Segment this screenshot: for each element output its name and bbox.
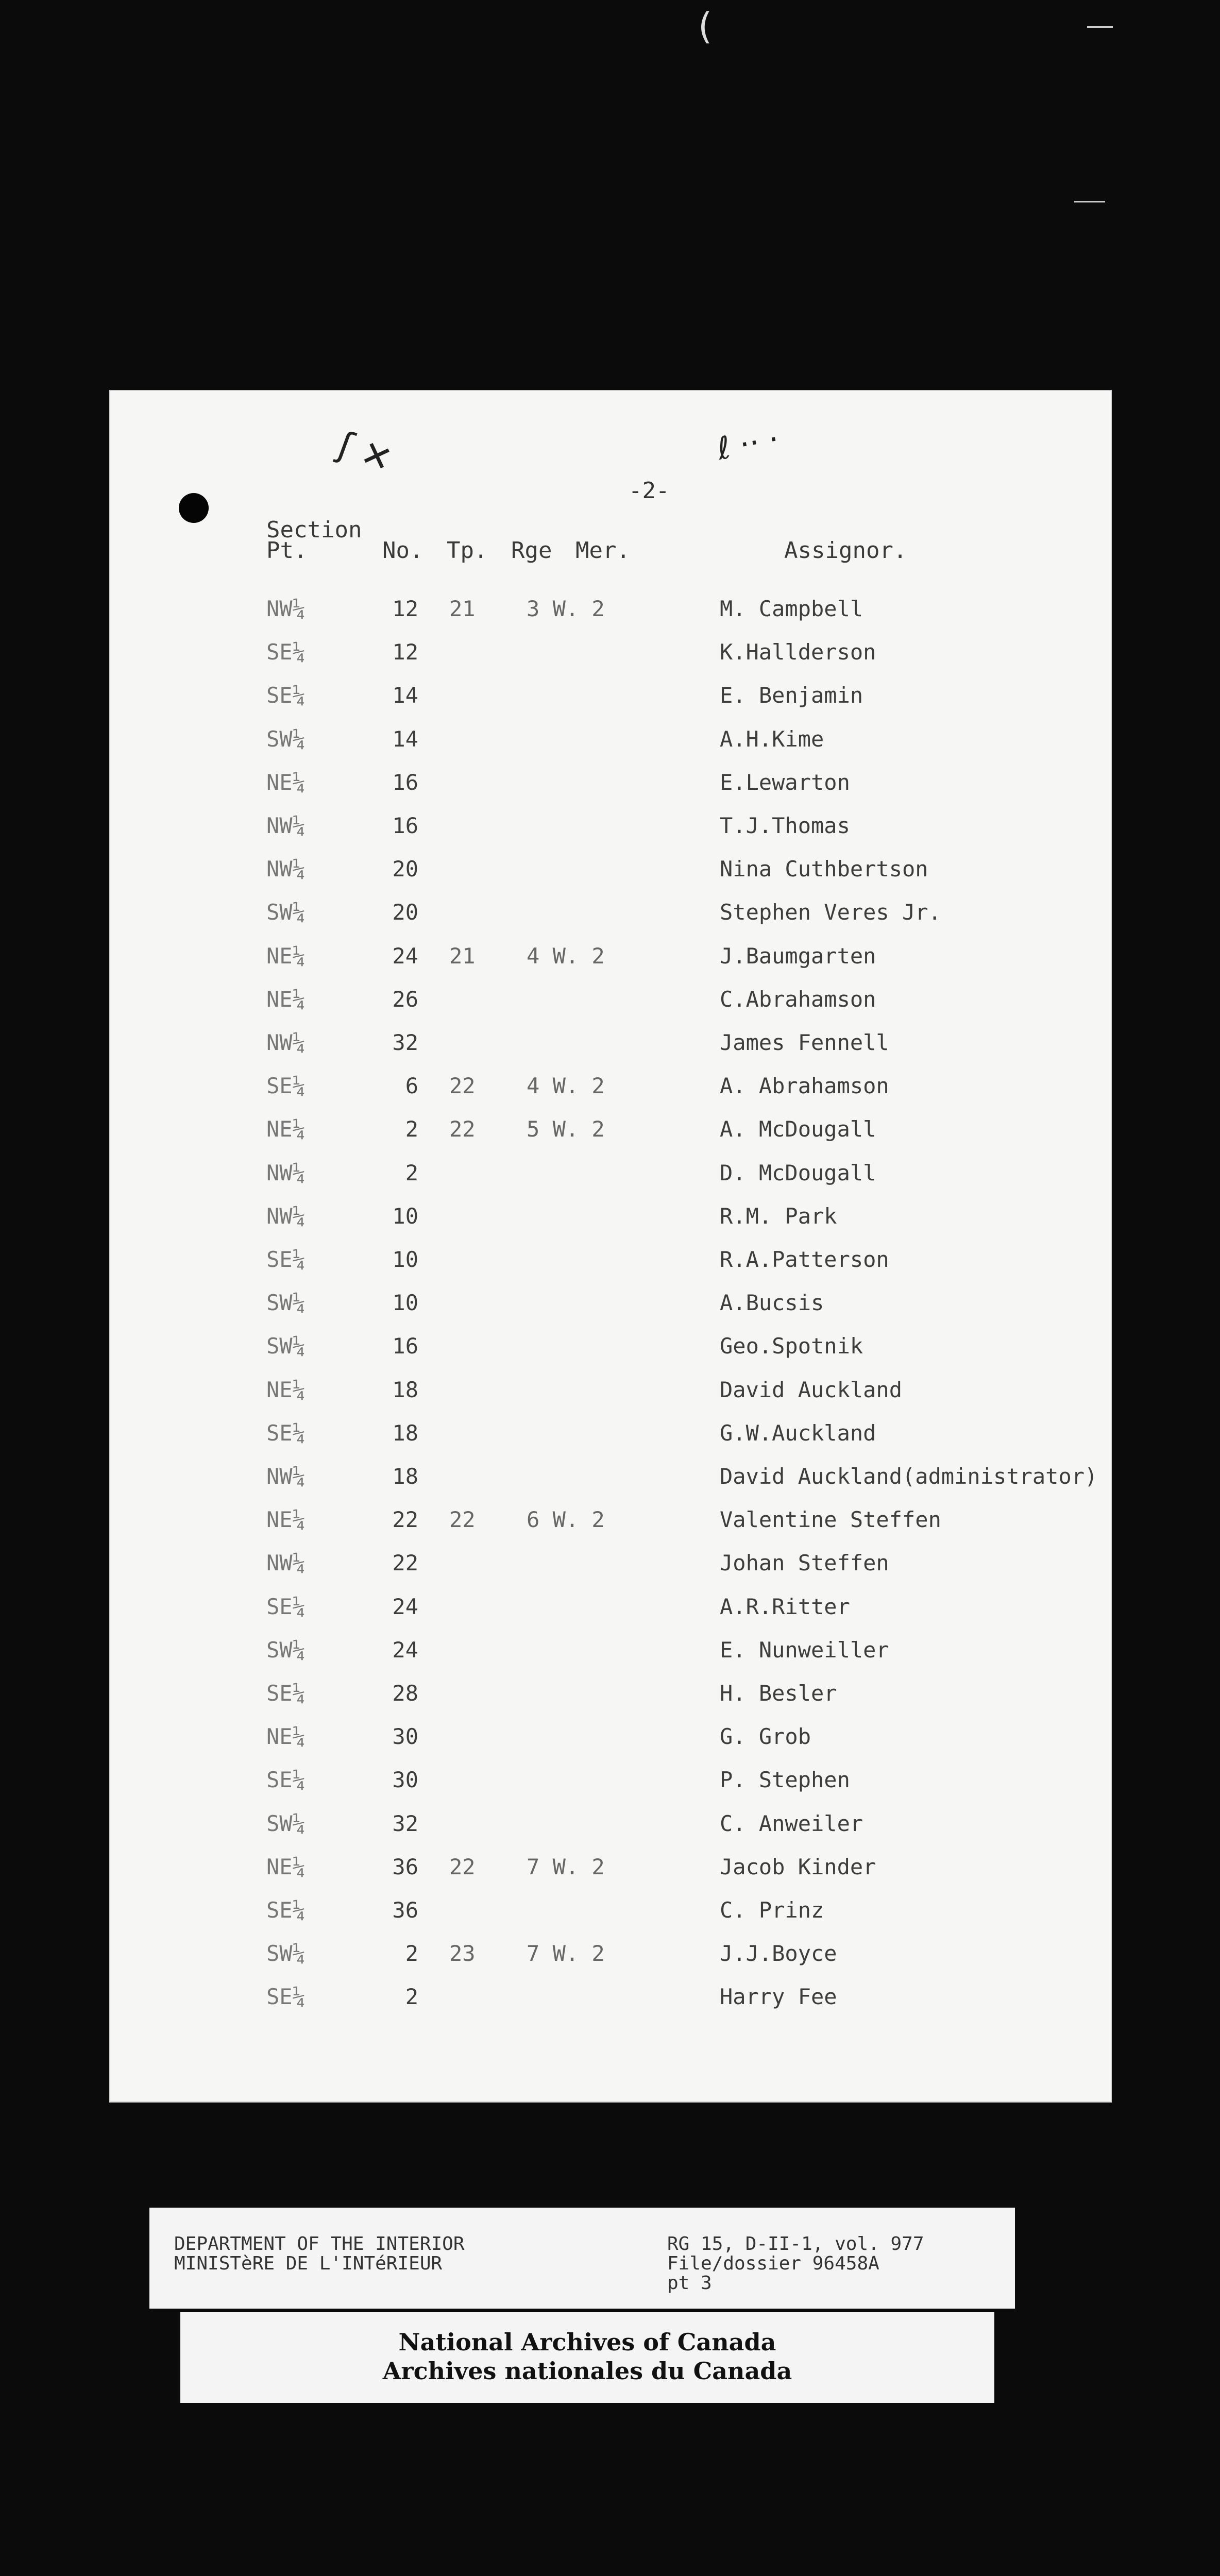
cell-pt: SE¼	[266, 1767, 306, 1793]
cell-assignor: R.A.Patterson	[720, 1247, 889, 1272]
cell-assignor: A. McDougall	[720, 1116, 876, 1142]
cell-assignor: Geo.Spotnik	[720, 1333, 863, 1359]
column-header-tp: Tp.	[447, 537, 488, 564]
cell-pt: NW¼	[266, 1030, 306, 1055]
cell-no: 24	[392, 1594, 418, 1619]
cell-rge: 6 W. 2	[527, 1507, 605, 1533]
cell-assignor: T.J.Thomas	[720, 813, 850, 838]
table-row	[109, 639, 1112, 683]
cell-no: 18	[392, 1377, 418, 1402]
table-row	[109, 1073, 1112, 1116]
table-row	[109, 1420, 1112, 1464]
film-mark: (	[698, 5, 713, 47]
cell-tp: 23	[449, 1941, 476, 1967]
cell-rge: 5 W. 2	[527, 1116, 605, 1142]
cell-assignor: Harry Fee	[720, 1984, 837, 2010]
cell-no: 18	[392, 1420, 418, 1446]
page-number: -2-	[629, 478, 670, 504]
cell-assignor: Stephen Veres Jr.	[720, 900, 941, 925]
cell-rge: 3 W. 2	[527, 596, 605, 621]
table-row	[109, 1637, 1112, 1681]
table-row	[109, 987, 1112, 1030]
cell-pt: NE¼	[266, 1507, 306, 1533]
cell-assignor: David Auckland	[720, 1377, 903, 1402]
table-row	[109, 726, 1112, 770]
table-row	[109, 1767, 1112, 1810]
table-row	[109, 856, 1112, 900]
cell-no: 32	[392, 1810, 418, 1836]
cell-tp: 22	[449, 1073, 476, 1099]
cell-rge: 4 W. 2	[527, 1073, 605, 1099]
cell-assignor: C.Abrahamson	[720, 986, 876, 1012]
cell-no: 30	[392, 1724, 418, 1750]
cell-tp: 22	[449, 1854, 476, 1879]
cell-pt: SW¼	[266, 726, 306, 752]
cell-assignor: G. Grob	[720, 1724, 811, 1750]
cell-no: 24	[392, 943, 418, 969]
cell-no: 10	[392, 1290, 418, 1316]
table-row	[109, 1160, 1112, 1204]
cell-assignor: E.Lewarton	[720, 769, 850, 795]
cell-pt: NW¼	[266, 1550, 306, 1576]
handwritten-mark: ʃ ✕	[333, 423, 398, 482]
table-row	[109, 1464, 1112, 1507]
table-row	[109, 683, 1112, 726]
cell-pt: NE¼	[266, 943, 306, 969]
cell-rge: 7 W. 2	[527, 1941, 605, 1967]
cell-assignor: A.Bucsis	[720, 1290, 824, 1316]
cell-no: 10	[392, 1203, 418, 1229]
column-header-assignor: Assignor.	[784, 537, 907, 564]
cell-no: 2	[405, 1116, 418, 1142]
cell-assignor: J.J.Boyce	[720, 1941, 837, 1967]
department-label	[149, 2208, 1015, 2309]
cell-pt: NE¼	[266, 1724, 306, 1750]
cell-pt: SW¼	[266, 1637, 306, 1663]
table-row	[109, 1811, 1112, 1854]
cell-no: 2	[405, 1160, 418, 1185]
archive-file: File/dossier 96458A	[667, 2253, 879, 2274]
table-row	[109, 1984, 1112, 2027]
cell-pt: SE¼	[266, 1247, 306, 1272]
cell-assignor: R.M. Park	[720, 1203, 837, 1229]
cell-no: 2	[405, 1984, 418, 2010]
table-row	[109, 1116, 1112, 1160]
cell-pt: SE¼	[266, 1594, 306, 1619]
cell-tp: 21	[449, 943, 476, 969]
cell-assignor: A.R.Ritter	[720, 1594, 850, 1619]
table-row	[109, 1377, 1112, 1420]
table-row	[109, 1247, 1112, 1290]
cell-no: 10	[392, 1247, 418, 1272]
cell-no: 12	[392, 639, 418, 665]
table-row	[109, 1854, 1112, 1897]
cell-pt: SE¼	[266, 1681, 306, 1706]
cell-no: 24	[392, 1637, 418, 1663]
cell-pt: SE¼	[266, 1897, 306, 1923]
cell-no: 6	[405, 1073, 418, 1099]
cell-assignor: P. Stephen	[720, 1767, 850, 1793]
cell-assignor: E. Benjamin	[720, 683, 863, 708]
cell-tp: 21	[449, 596, 476, 621]
cell-pt: SW¼	[266, 1810, 306, 1836]
column-header-no: No.	[382, 537, 423, 564]
cell-no: 12	[392, 596, 418, 621]
cell-pt: SE¼	[266, 1984, 306, 2010]
cell-no: 36	[392, 1897, 418, 1923]
column-header-pt: Pt.	[266, 537, 308, 564]
cell-no: 22	[392, 1507, 418, 1533]
table-row	[109, 813, 1112, 856]
cell-assignor: Nina Cuthbertson	[720, 856, 928, 882]
table-row	[109, 1507, 1112, 1550]
department-name-en: DEPARTMENT OF THE INTERIOR	[174, 2233, 465, 2255]
table-row	[109, 1290, 1112, 1333]
cell-pt: NW¼	[266, 813, 306, 838]
cell-no: 16	[392, 1333, 418, 1359]
cell-rge: 7 W. 2	[527, 1854, 605, 1879]
column-header-rge: Rge	[511, 537, 552, 564]
cell-tp: 22	[449, 1116, 476, 1142]
table-row	[109, 1594, 1112, 1637]
cell-no: 16	[392, 813, 418, 838]
cell-pt: NW¼	[266, 856, 306, 882]
table-row	[109, 1897, 1112, 1941]
cell-pt: SE¼	[266, 639, 306, 665]
cell-pt: NE¼	[266, 769, 306, 795]
column-header-mer: Mer.	[575, 537, 630, 564]
table-row	[109, 1724, 1112, 1767]
cell-assignor: J.Baumgarten	[720, 943, 876, 969]
cell-no: 20	[392, 900, 418, 925]
cell-pt: SE¼	[266, 683, 306, 708]
cell-assignor: James Fennell	[720, 1030, 889, 1055]
cell-assignor: Valentine Steffen	[720, 1507, 941, 1533]
cell-pt: SE¼	[266, 1420, 306, 1446]
cell-no: 36	[392, 1854, 418, 1879]
cell-no: 26	[392, 986, 418, 1012]
archive-reference: RG 15, D-II-1, vol. 977	[667, 2233, 924, 2255]
cell-assignor: E. Nunweiller	[720, 1637, 889, 1663]
cell-pt: SE¼	[266, 1073, 306, 1099]
cell-tp: 22	[449, 1507, 476, 1533]
cell-pt: NE¼	[266, 1854, 306, 1879]
cell-assignor: M. Campbell	[720, 596, 863, 621]
cell-pt: SW¼	[266, 1333, 306, 1359]
cell-no: 20	[392, 856, 418, 882]
cell-assignor: H. Besler	[720, 1681, 837, 1706]
table-row	[109, 1550, 1112, 1594]
column-header-section: Section	[266, 517, 362, 543]
cell-pt: SW¼	[266, 1290, 306, 1316]
table-row	[109, 770, 1112, 813]
archives-name-en: National Archives of Canada	[398, 2328, 776, 2356]
cell-no: 32	[392, 1030, 418, 1055]
cell-pt: NE¼	[266, 986, 306, 1012]
cell-assignor: C. Anweiler	[720, 1810, 863, 1836]
cell-assignor: Johan Steffen	[720, 1550, 889, 1576]
film-mark	[1087, 26, 1113, 28]
table-row	[109, 1681, 1112, 1724]
cell-pt: NE¼	[266, 1377, 306, 1402]
table-row	[109, 943, 1112, 987]
cell-pt: SW¼	[266, 900, 306, 925]
table-row	[109, 1333, 1112, 1377]
archives-name-fr: Archives nationales du Canada	[382, 2357, 792, 2385]
cell-pt: NW¼	[266, 596, 306, 621]
archive-part: pt 3	[667, 2273, 712, 2294]
cell-pt: NW¼	[266, 1464, 306, 1489]
table-row	[109, 1030, 1112, 1073]
archives-label	[180, 2312, 994, 2403]
cell-pt: NW¼	[266, 1160, 306, 1185]
handwritten-mark: ℓ ·· ·	[714, 421, 782, 467]
cell-assignor: A. Abrahamson	[720, 1073, 889, 1099]
cell-assignor: G.W.Auckland	[720, 1420, 876, 1446]
cell-no: 2	[405, 1941, 418, 1967]
cell-no: 22	[392, 1550, 418, 1576]
cell-assignor: Jacob Kinder	[720, 1854, 876, 1879]
cell-no: 28	[392, 1681, 418, 1706]
cell-no: 16	[392, 769, 418, 795]
cell-assignor: K.Hallderson	[720, 639, 876, 665]
cell-rge: 4 W. 2	[527, 943, 605, 969]
cell-pt: NW¼	[266, 1203, 306, 1229]
cell-no: 30	[392, 1767, 418, 1793]
table-row	[109, 1204, 1112, 1247]
table-row	[109, 596, 1112, 639]
cell-pt: NE¼	[266, 1116, 306, 1142]
table-row	[109, 1941, 1112, 1984]
cell-no: 14	[392, 683, 418, 708]
cell-assignor: David Auckland(administrator)	[720, 1464, 1098, 1489]
table-row	[109, 900, 1112, 943]
department-name-fr: MINISTèRE DE L'INTéRIEUR	[174, 2253, 443, 2274]
film-mark	[1074, 201, 1105, 202]
cell-pt: SW¼	[266, 1941, 306, 1967]
cell-assignor: A.H.Kime	[720, 726, 824, 752]
cell-no: 14	[392, 726, 418, 752]
punch-hole	[179, 493, 209, 523]
cell-no: 18	[392, 1464, 418, 1489]
cell-assignor: C. Prinz	[720, 1897, 824, 1923]
document-page	[109, 390, 1112, 2103]
cell-assignor: D. McDougall	[720, 1160, 876, 1185]
